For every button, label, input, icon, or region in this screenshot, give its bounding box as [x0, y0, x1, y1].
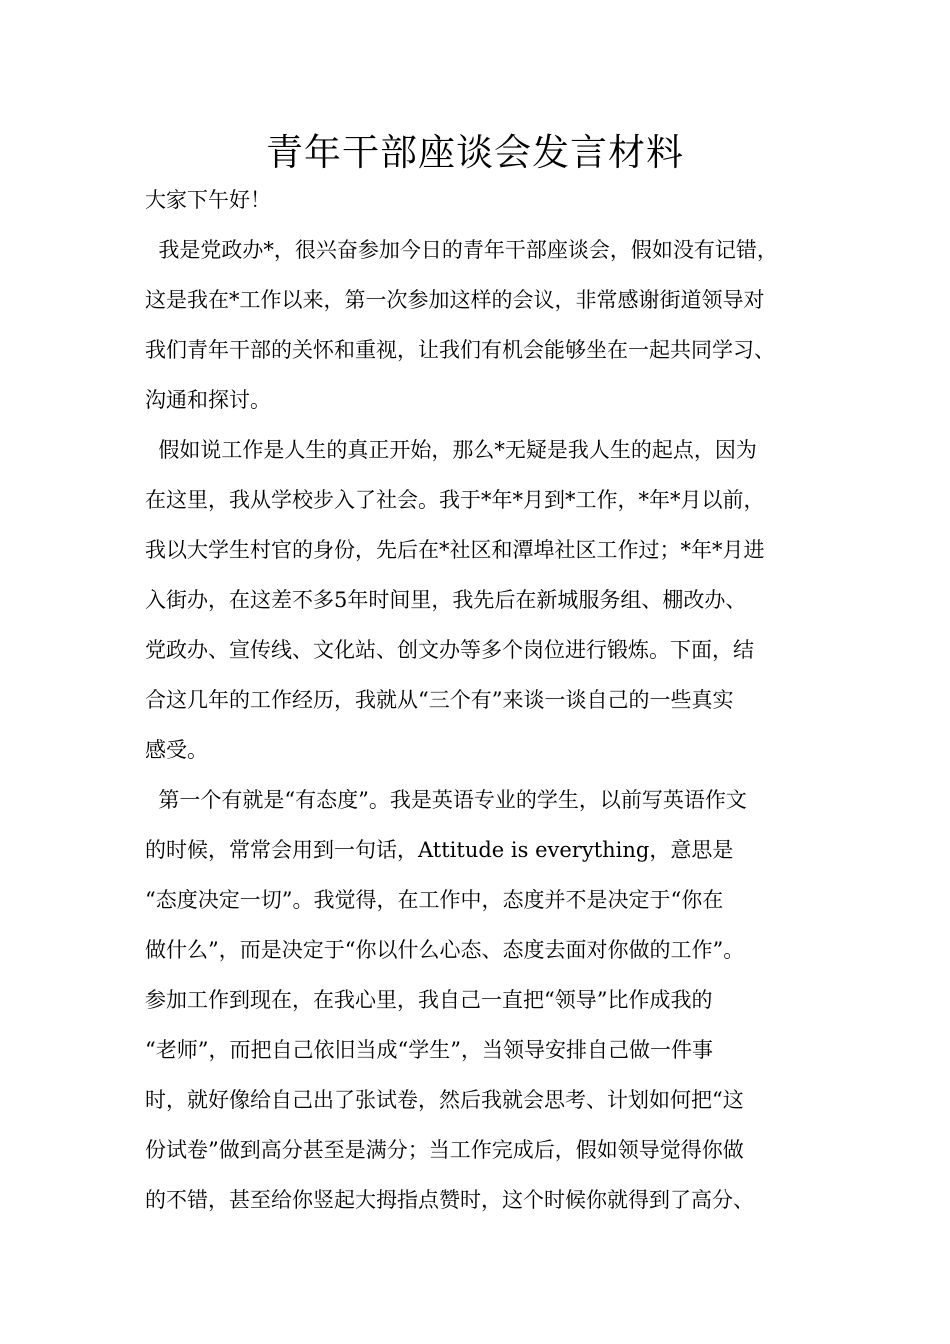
body-line: 这是我在*工作以来，第一次参加这样的会议，非常感谢街道领导对 — [145, 288, 765, 312]
body-line: “老师”，而把自己依旧当成“学生”，当领导安排自己做一件事 — [145, 1038, 713, 1062]
body-line: 入街办，在这差不多5年时间里，我先后在新城服务组、棚改办、 — [145, 588, 747, 612]
body-line: 我是党政办*，很兴奋参加今日的青年干部座谈会，假如没有记错， — [145, 238, 778, 262]
body-line: 做什么”，而是决定于“你以什么心态、态度去面对你做的工作”。 — [145, 938, 745, 962]
body-line: 假如说工作是人生的真正开始，那么*无疑是我人生的起点，因为 — [145, 438, 757, 462]
body-line: 沟通和探讨。 — [145, 388, 271, 412]
body-line: 我以大学生村官的身份，先后在*社区和潭埠社区工作过；*年*月进 — [145, 538, 765, 562]
body-line: 大家下午好！ — [145, 188, 271, 212]
body-line: 的不错，甚至给你竖起大拇指点赞时，这个时候你就得到了高分、 — [145, 1188, 754, 1212]
body-line: “态度决定一切”。我觉得，在工作中，态度并不是决定于“你在 — [145, 888, 724, 912]
body-line: 感受。 — [145, 738, 208, 762]
document-title: 青年干部座谈会发言材料 — [266, 131, 684, 174]
body-line: 参加工作到现在，在我心里，我自己一直把“领导”比作成我的 — [145, 988, 713, 1012]
body-line: 第一个有就是“有态度”。我是英语专业的学生，以前写英语作文 — [145, 788, 747, 812]
body-line: 份试卷”做到高分甚至是满分；当工作完成后，假如领导觉得你做 — [145, 1138, 744, 1162]
body-line: 在这里，我从学校步入了社会。我于*年*月到*工作，*年*月以前， — [145, 488, 765, 512]
body-line: 时，就好像给自己出了张试卷，然后我就会思考、计划如何把“这 — [145, 1088, 744, 1112]
body-line: 合这几年的工作经历，我就从“三个有”来谈一谈自己的一些真实 — [145, 688, 734, 712]
body-line: 的时候，常常会用到一句话，Attitude is everything，意思是 — [145, 838, 734, 862]
body-line: 我们青年干部的关怀和重视，让我们有机会能够坐在一起共同学习、 — [145, 338, 775, 362]
body-line: 党政办、宣传线、文化站、创文办等多个岗位进行锻炼。下面，结 — [145, 638, 754, 662]
